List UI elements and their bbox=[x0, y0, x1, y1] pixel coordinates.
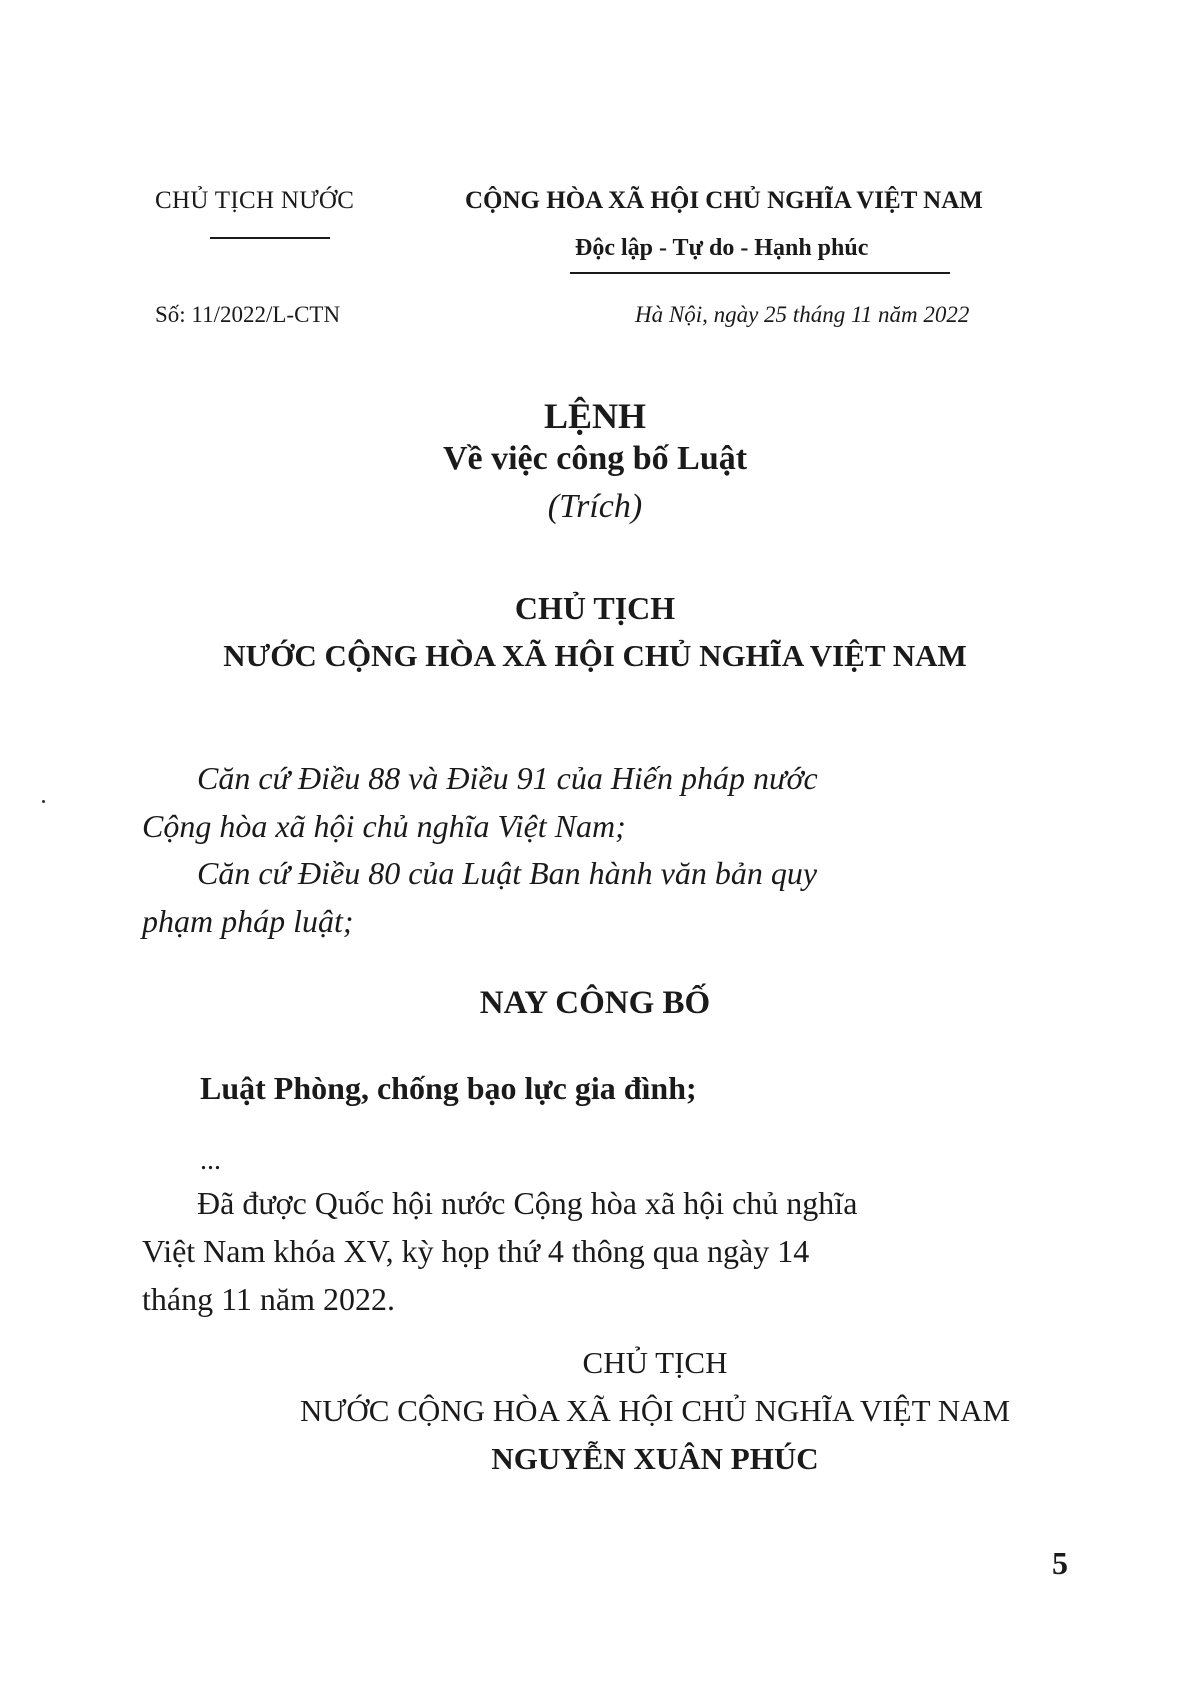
signature-organization: NƯỚC CỘNG HÒA XÃ HỘI CHỦ NGHĨA VIỆT NAM bbox=[299, 1393, 1011, 1428]
national-motto: Độc lập - Tự do - Hạnh phúc bbox=[575, 235, 869, 261]
omission-ellipsis: ... bbox=[200, 1145, 221, 1176]
signature-title: CHỦ TỊCH bbox=[582, 1345, 728, 1380]
country-name: CỘNG HÒA XÃ HỘI CHỦ NGHĨA VIỆT NAM bbox=[465, 187, 983, 214]
approval-line-1: Đã được Quốc hội nước Cộng hòa xã hội chủ nghĩa bbox=[197, 1185, 858, 1221]
basis-1-line-1: Căn cứ Điều 88 và Điều 91 của Hiến pháp nước bbox=[197, 760, 818, 796]
motto-underline bbox=[570, 272, 950, 274]
signatory-name: NGUYỄN XUÂN PHÚC bbox=[491, 1441, 819, 1476]
authority-organization: NƯỚC CỘNG HÒA XÃ HỘI CHỦ NGHĨA VIỆT NAM bbox=[223, 638, 967, 673]
document-subtitle: Về việc công bố Luật bbox=[442, 440, 748, 477]
basis-2-line-2: phạm pháp luật; bbox=[142, 903, 354, 939]
basis-2-line-1: Căn cứ Điều 80 của Luật Ban hành văn bản quy bbox=[197, 855, 818, 891]
page-number: 5 bbox=[1052, 1545, 1068, 1581]
issuer-label: CHỦ TỊCH NƯỚC bbox=[155, 187, 355, 214]
law-name: Luật Phòng, chống bạo lực gia đình; bbox=[200, 1070, 697, 1106]
document-number: Số: 11/2022/L-CTN bbox=[155, 302, 341, 327]
issuer-divider bbox=[210, 237, 330, 239]
approval-line-2: Việt Nam khóa XV, kỳ họp thứ 4 thông qua ngày 14 bbox=[142, 1233, 810, 1269]
approval-line-3: tháng 11 năm 2022. bbox=[142, 1281, 395, 1317]
promulgation-heading: NAY CÔNG BỐ bbox=[479, 985, 711, 1021]
scan-speck bbox=[42, 800, 45, 803]
place-date: Hà Nội, ngày 25 tháng 11 năm 2022 bbox=[635, 302, 970, 327]
basis-1-line-2: Cộng hòa xã hội chủ nghĩa Việt Nam; bbox=[142, 808, 626, 844]
extract-note: (Trích) bbox=[547, 488, 643, 525]
authority-title: CHỦ TỊCH bbox=[514, 590, 676, 626]
document-title: LỆNH bbox=[543, 396, 647, 436]
